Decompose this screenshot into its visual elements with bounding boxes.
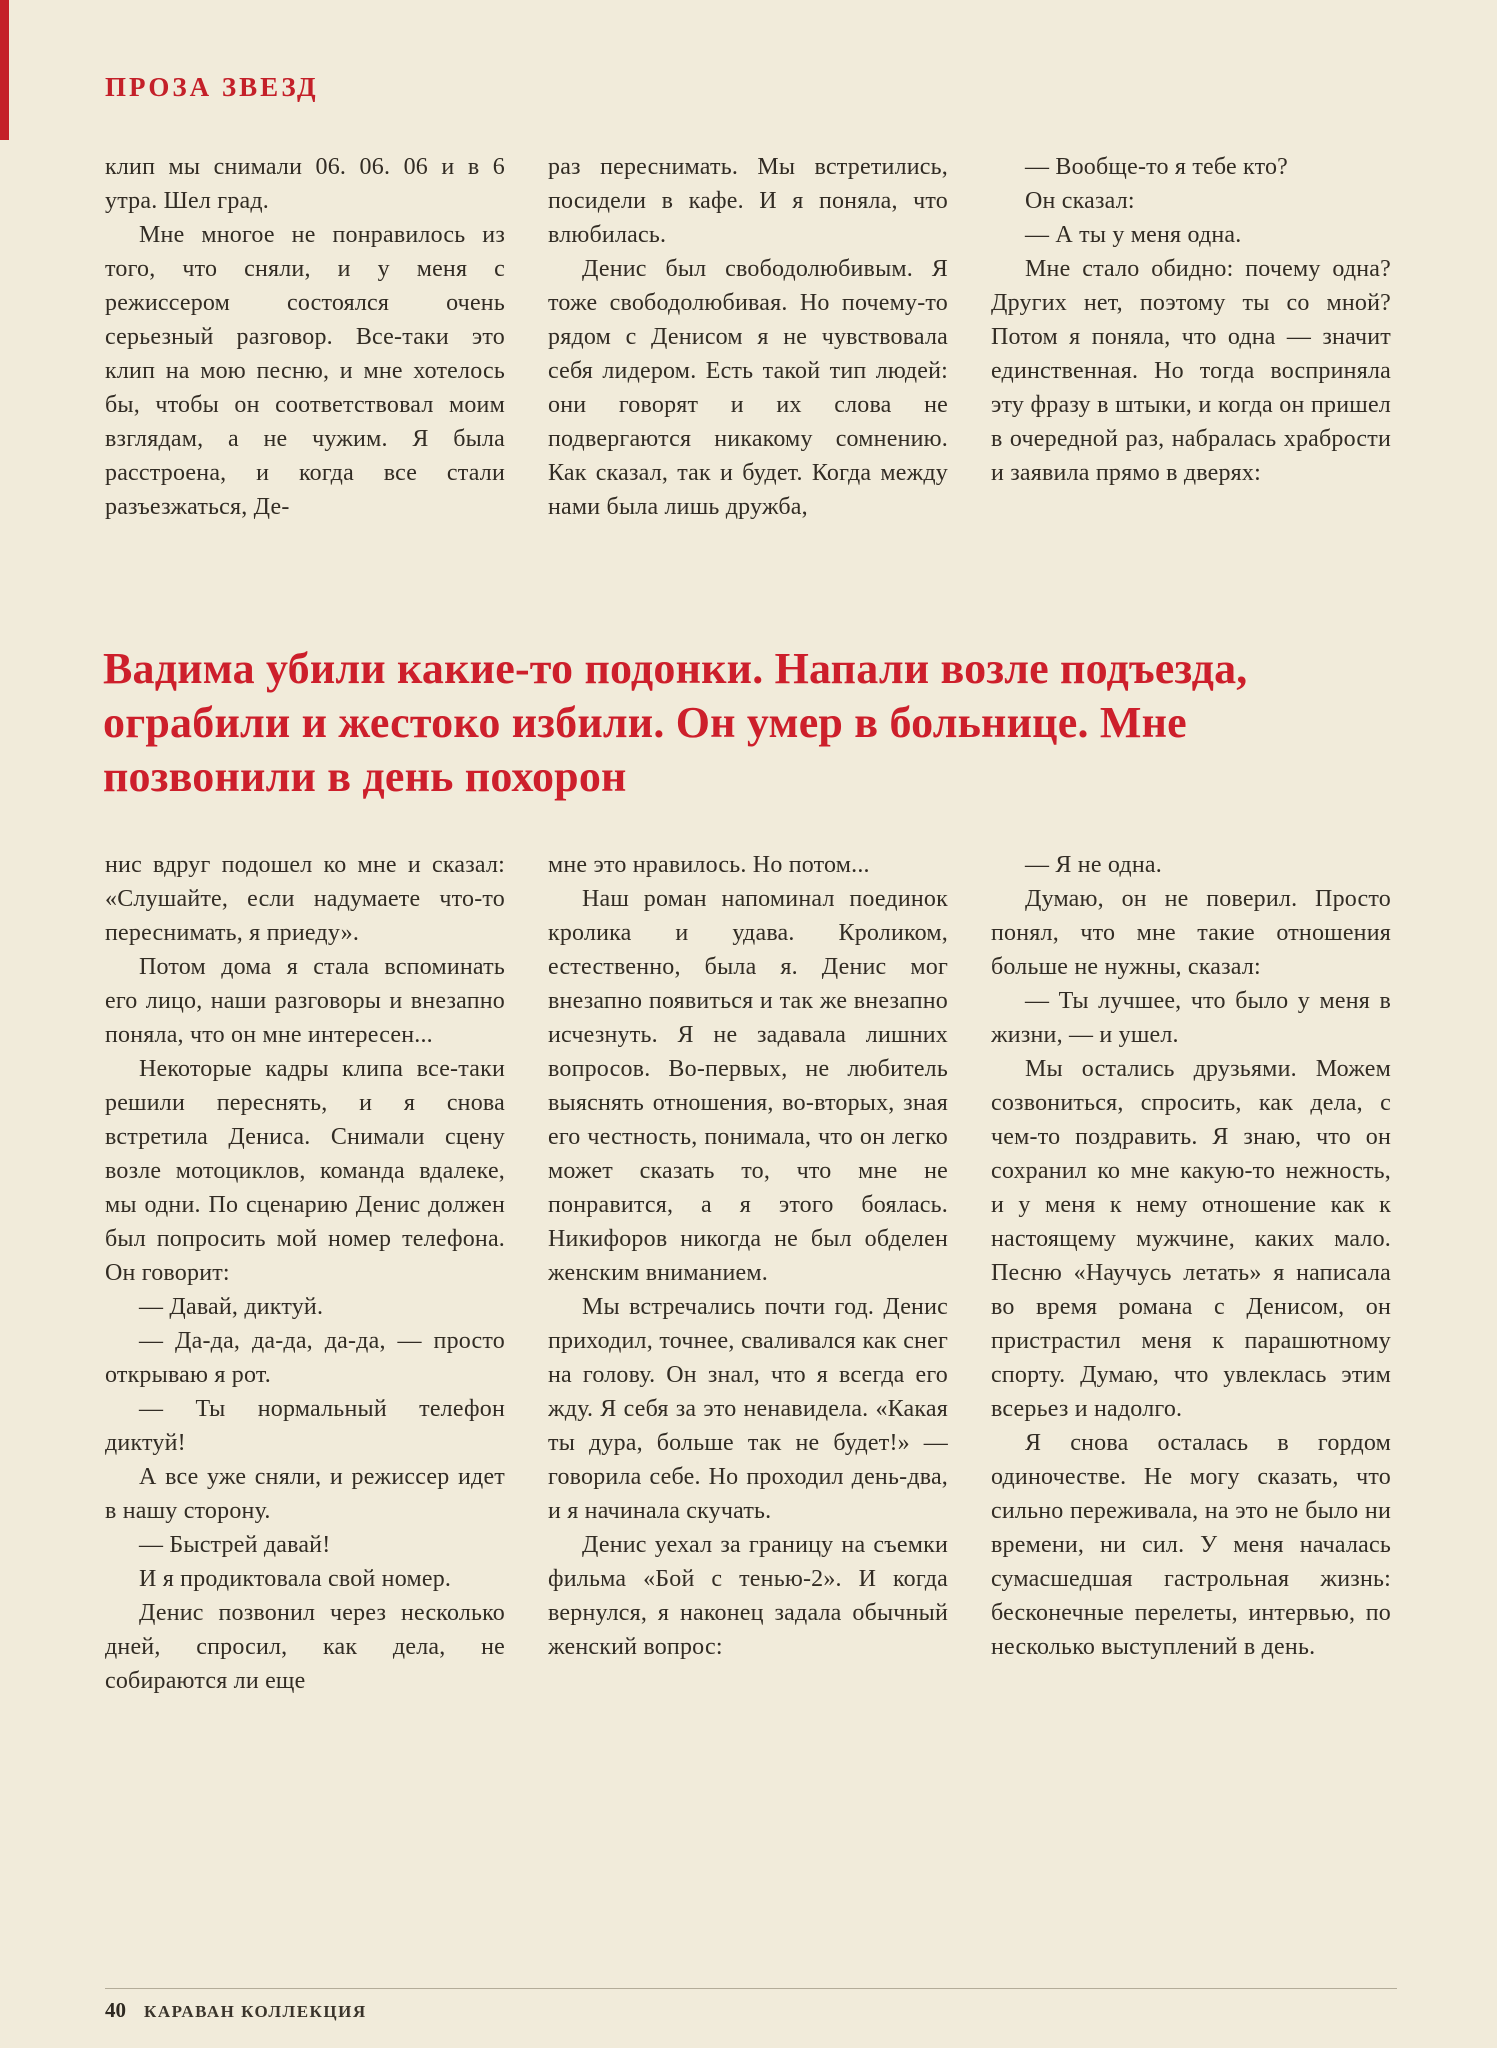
paragraph: А все уже сняли, и режиссер идет в нашу сторону. bbox=[105, 1464, 505, 1524]
paragraph: — Ты лучшее, что было у меня в жизни, — и ушел. bbox=[991, 988, 1391, 1048]
paragraph: — Я не одна. bbox=[1025, 852, 1162, 878]
paragraph: Он сказал: bbox=[1025, 188, 1135, 214]
page-edge-red-strip bbox=[0, 0, 9, 140]
magazine-title: КАРАВАН КОЛЛЕКЦИЯ bbox=[144, 2002, 367, 2021]
paragraph: мне это нравилось. Но потом... bbox=[548, 852, 870, 878]
paragraph: раз переснимать. Мы встретились, посидели в кафе. И я поняла, что влюбилась. bbox=[548, 154, 948, 248]
top-column-3 bbox=[991, 150, 1391, 625]
pull-quote: Вадима убили какие-то подонки. Напали возле подъезда, ограбили и жестоко избили. Он умер в больнице. Мне позвонили в день похорон bbox=[103, 644, 1248, 801]
paragraph: Мы встречались почти год. Денис приходил, точнее, сваливался как снег на голову. Он знал, что я всегда его жду. Я себя за это ненавидела. «Какая ты дура, больше так не будет!» — говорила себе. Но проходил день-два, и я начинала скучать. bbox=[548, 1294, 948, 1524]
paragraph: — Да-да, да-да, да-да, — просто открываю я рот. bbox=[105, 1328, 505, 1388]
paragraph: Мне многое не понравилось из того, что сняли, и у меня с режиссером состоялся очень серьезный разговор. Все-таки это клип на мою песню, и мне хотелось бы, чтобы он соответствовал моим взглядам, а не чужим. Я была расстроена, и когда все стали разъезжаться, Де- bbox=[105, 222, 505, 520]
paragraph: — Быстрей давай! bbox=[139, 1532, 331, 1558]
paragraph: — Давай, диктуй. bbox=[139, 1294, 324, 1320]
paragraph: Мы остались друзьями. Можем созвониться, спросить, как дела, с чем-то поздравить. Я знаю, что он сохранил ко мне какую-то нежность, и у меня к нему отношение как к настоящему мужчине, каких мало. Песню «Научусь летать» я написала во время романа с Денисом, он пристрастил меня к парашютному спорту. Думаю, что увлеклась этим всерьез и надолго. bbox=[991, 1056, 1391, 1422]
paragraph: клип мы снимали 06. 06. 06 и в 6 утра. Шел град. bbox=[105, 154, 505, 214]
paragraph: Мне стало обидно: почему одна? Других нет, поэтому ты со мной? Потом я поняла, что одна — значит единственная. Но тогда восприняла эту фразу в штыки, и когда он пришел в очередной раз, набралась храбрости и заявила прямо в дверях: bbox=[991, 256, 1391, 486]
paragraph: — Вообще-то я тебе кто? bbox=[1025, 154, 1289, 180]
paragraph: Наш роман напоминал поединок кролика и удава. Кроликом, естественно, была я. Денис мог внезапно появиться и так же внезапно исчезнуть. Я не задавала лишних вопросов. Во-первых, не любитель выяснять отношения, во-вторых, зная его честность, понимала, что он легко может сказать то, что мне не понравится, а я этого боялась. Никифоров никогда не был обделен женским вниманием. bbox=[548, 886, 948, 1286]
paragraph: И я продиктовала свой номер. bbox=[139, 1566, 452, 1592]
bottom-column-2 bbox=[548, 848, 948, 1973]
paragraph: Потом дома я стала вспоминать его лицо, наши разговоры и внезапно поняла, что он мне интересен... bbox=[105, 954, 505, 1048]
paragraph: Денис позвонил через несколько дней, спросил, как дела, не собираются ли еще bbox=[105, 1600, 505, 1694]
page-footer bbox=[105, 1988, 1397, 2023]
paragraph: Некоторые кадры клипа все-таки решили переснять, и я снова встретила Дениса. Снимали сцену возле мотоциклов, команда вдалеке, мы одни. По сценарию Денис должен был попросить мой номер телефона. Он говорит: bbox=[105, 1056, 505, 1286]
paragraph: Думаю, он не поверил. Просто понял, что мне такие отношения больше не нужны, сказал: bbox=[991, 886, 1391, 980]
bottom-column-1 bbox=[105, 848, 505, 1973]
top-column-2 bbox=[548, 150, 948, 625]
section-label: ПРОЗА ЗВЕЗД bbox=[105, 72, 319, 102]
paragraph: Я снова осталась в гордом одиночестве. Не могу сказать, что сильно переживала, на это не было ни времени, ни сил. У меня началась сумасшедшая гастрольная жизнь: бесконечные перелеты, интервью, по несколько выступлений в день. bbox=[991, 1430, 1391, 1660]
paragraph: нис вдруг подошел ко мне и сказал: «Слушайте, если надумаете что-то переснимать, я приеду». bbox=[105, 852, 505, 946]
top-column-1 bbox=[105, 150, 505, 625]
paragraph: Денис уехал за границу на съемки фильма «Бой с тенью-2». И когда вернулся, я наконец задала обычный женский вопрос: bbox=[548, 1532, 948, 1660]
page-number: 40 bbox=[105, 1998, 126, 2022]
paragraph: Денис был свободолюбивым. Я тоже свободолюбивая. Но почему-то рядом с Денисом я не чувствовала себя лидером. Есть такой тип людей: они говорят и их слова не подвергаются никакому сомнению. Как сказал, так и будет. Когда между нами была лишь дружба, bbox=[548, 256, 948, 520]
paragraph: — Ты нормальный телефон диктуй! bbox=[105, 1396, 505, 1456]
bottom-column-3 bbox=[991, 848, 1391, 1973]
paragraph: — А ты у меня одна. bbox=[1025, 222, 1242, 248]
